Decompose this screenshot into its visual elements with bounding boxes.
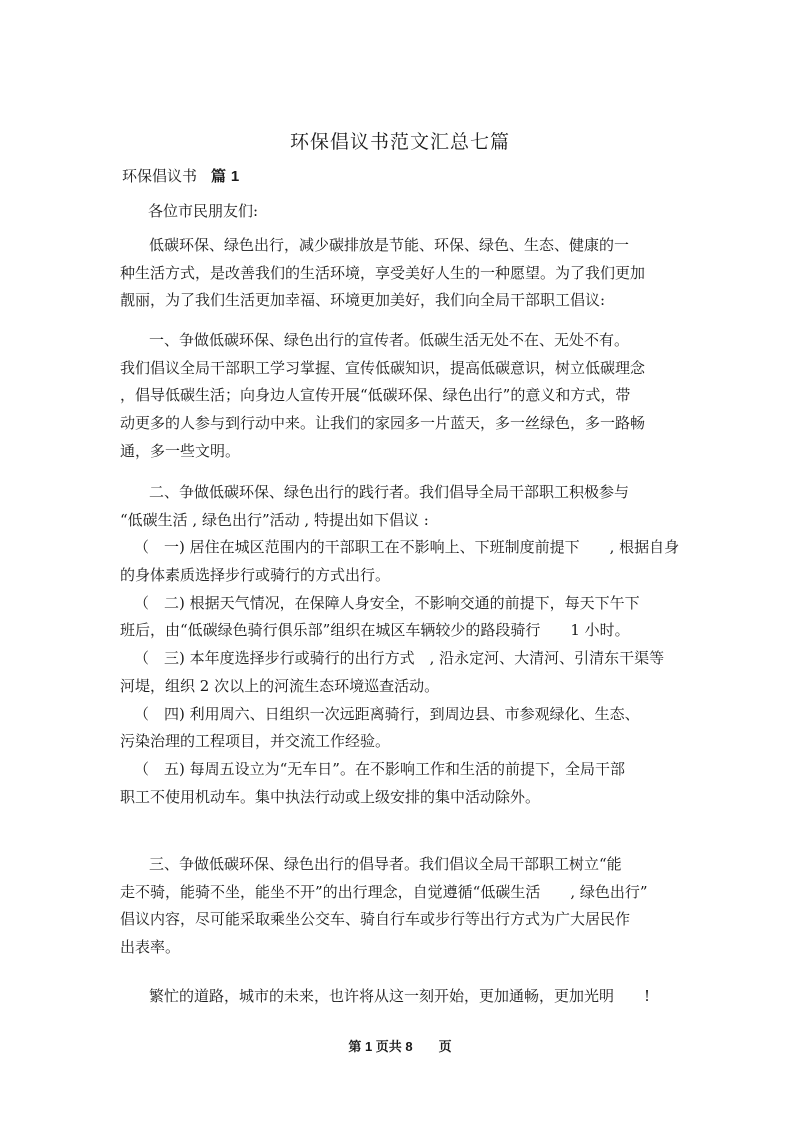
text-line: 种生活方式，是改善我们的生活环境，享受美好人生的一种愿望。为了我们更加 (120, 263, 646, 282)
text-line: （ 五) 每周五设立为“无车日”。在不影响工作和生活的前提下，全局干部 (134, 759, 625, 778)
document-title: 环保倡议书范文汇总七篇 (289, 131, 510, 153)
text-line: （ 四) 利用周六、日组织一次远距离骑行，到周边县、市参观绿化、生态、 (134, 704, 640, 723)
section-heading-label: 环保倡议书 (122, 167, 198, 185)
page-number: 第 1 页共 8 (348, 1039, 413, 1054)
text-line: 出表率。 (120, 938, 181, 957)
text-line: “低碳生活 , 绿色出行”活动 , 特提出如下倡议 : (120, 510, 429, 529)
text-line: 繁忙的道路，城市的未来，也许将从这一刻开始，更加通畅，更加光明 ! (149, 987, 651, 1005)
text-line: 二、争做低碳环保、绿色出行的践行者。我们倡导全局干部职工积极参与 (149, 483, 630, 501)
text-line: 低碳环保、绿色出行，减少碳排放是节能、环保、绿色、生态、健康的一 (149, 236, 630, 254)
text-line: （ 三) 本年度选择步行或骑行的出行方式 , 沿永定河、大清河、引清东干渠等 (134, 649, 665, 668)
paragraph-closing (120, 983, 680, 1011)
text-line: （ 一) 居住在城区范围内的干部职工在不影响上、下班制度前提下 , 根据自身 (134, 538, 680, 557)
text-line: 三、争做低碳环保、绿色出行的倡导者。我们倡议全局干部职工树立“能 (149, 855, 622, 873)
greeting: 各位市民朋友们: (148, 202, 259, 220)
text-line: 动更多的人参与到行动中来。让我们的家园多一片蓝天，多一丝绿色，多一路畅 (120, 414, 646, 433)
text-line: （ 二) 根据天气情况，在保障人身安全，不影响交通的前提下，每天下午下 (134, 593, 640, 612)
text-line: 我们倡议全局干部职工学习掌握、宣传低碳知识，提高低碳意识，树立低碳理念 (120, 358, 646, 377)
paragraph-intro (120, 232, 680, 315)
section-heading-word: 篇 (211, 168, 227, 185)
text-line: 污染治理的工程项目，并交流工作经验。 (120, 732, 391, 751)
page-footer (0, 1037, 800, 1057)
text-line: 的身体素质选择步行或骑行的方式出行。 (120, 566, 391, 585)
text-line: 倡议内容，尽可能采取乘坐公交车、骑自行车或步行等出行方式为广大居民作 (120, 910, 631, 929)
paragraph-point-two (120, 479, 680, 811)
text-line: 一、争做低碳环保、绿色出行的宣传者。低碳生活无处不在、无处不有。 (149, 331, 630, 349)
text-line: 走不骑，能骑不坐，能坐不开”的出行理念，自觉遵循“低碳生活 , 绿色出行” (120, 882, 648, 901)
text-line: 通，多一些文明。 (120, 441, 241, 460)
text-line: ，倡导低碳生活；向身边人宣传开展“低碳环保、绿色出行”的意义和方式，带 (120, 386, 631, 405)
paragraph-point-three (120, 851, 680, 962)
text-line: 靓丽，为了我们生活更加幸福、环境更加美好，我们向全局干部职工倡议: (120, 291, 606, 310)
text-line: 班后，由“低碳绿色骑行俱乐部”组织在城区车辆较少的路段骑行 1 小时。 (120, 621, 630, 640)
text-line: 河堤，组织 2 次以上的河流生态环境巡查活动。 (120, 676, 440, 695)
paragraph-point-one (120, 327, 680, 465)
page-unit: 页 (438, 1039, 452, 1054)
section-heading (122, 165, 239, 188)
text-line: 职工不使用机动车。集中执法行动或上级安排的集中活动除外。 (120, 787, 541, 806)
section-heading-number: 1 (230, 168, 240, 185)
